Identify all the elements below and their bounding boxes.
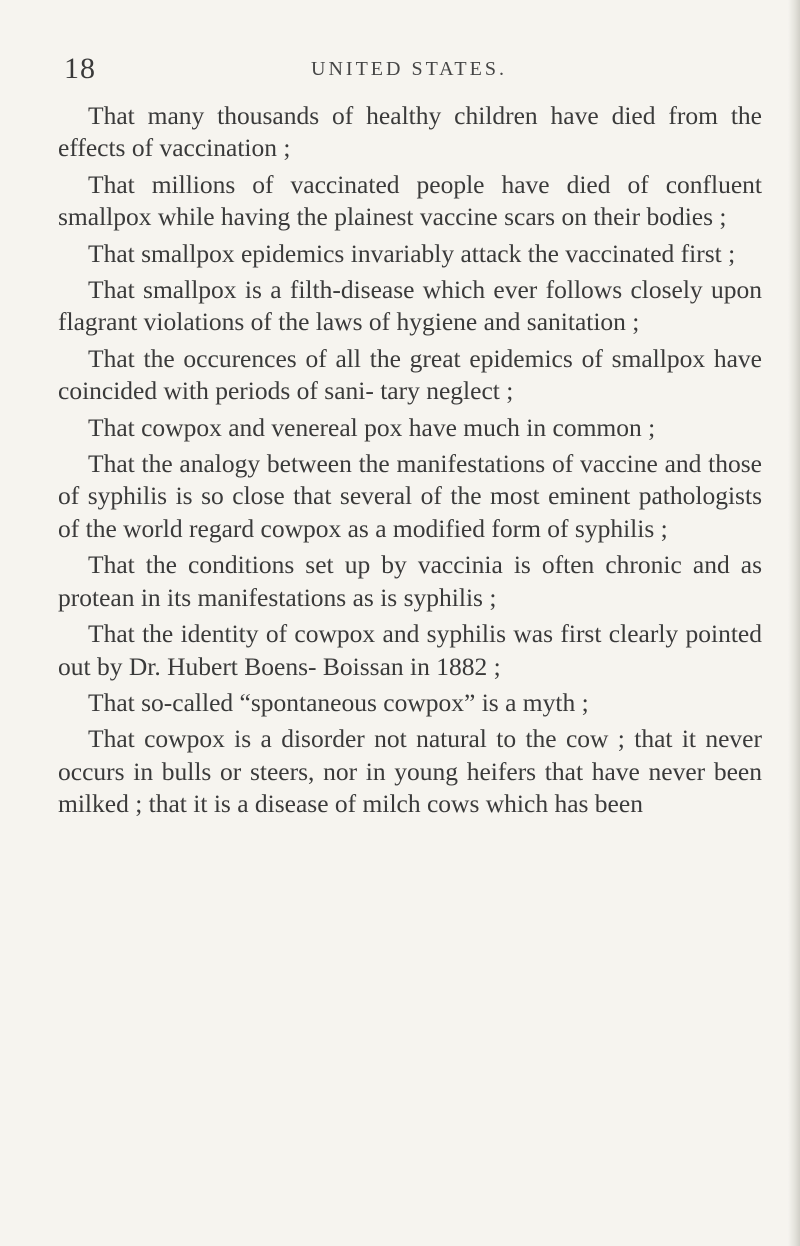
paragraph: That the identity of cowpox and syphilis was first clearly pointed out by Dr. Hubert Boens- Boissan in 1882 ; <box>58 619 762 681</box>
body-text <box>58 100 762 825</box>
running-title: UNITED STATES. <box>311 58 507 80</box>
paragraph: That cowpox is a disorder not natural to the cow ; that it never occurs in bulls or steers, nor in young heifers that have never been milked ; that it is a disease of milch cows which has been <box>58 724 762 819</box>
page-edge-shadow <box>788 0 800 1246</box>
page-number: 18 <box>64 52 96 85</box>
paragraph: That millions of vaccinated people have died of confluent smallpox while having the plainest vaccine scars on their bodies ; <box>58 169 762 232</box>
paragraph: That smallpox epidemics invariably attack the vaccinated first ; <box>88 238 736 268</box>
paragraph: That so-called “spontaneous cowpox” is a myth ; <box>88 687 589 717</box>
paragraph: That smallpox is a filth-disease which ever follows closely upon flagrant violations of the laws of hygiene and sanitation ; <box>58 275 762 337</box>
paragraph: That many thousands of healthy children have died from the effects of vaccination ; <box>58 101 762 163</box>
paragraph: That the conditions set up by vaccinia is often chronic and as protean in its manifestations as is syphilis ; <box>58 550 762 612</box>
paragraph: That the analogy between the manifestations of vaccine and those of syphilis is so close that several of the most eminent pathologists of the world regard cowpox as a modified form of syphilis ; <box>58 449 762 543</box>
page-header <box>64 52 754 88</box>
paragraph: That the occurences of all the great epidemics of smallpox have coincided with periods of sani- tary neglect ; <box>58 343 762 406</box>
paragraph: That cowpox and venereal pox have much in common ; <box>88 412 656 442</box>
